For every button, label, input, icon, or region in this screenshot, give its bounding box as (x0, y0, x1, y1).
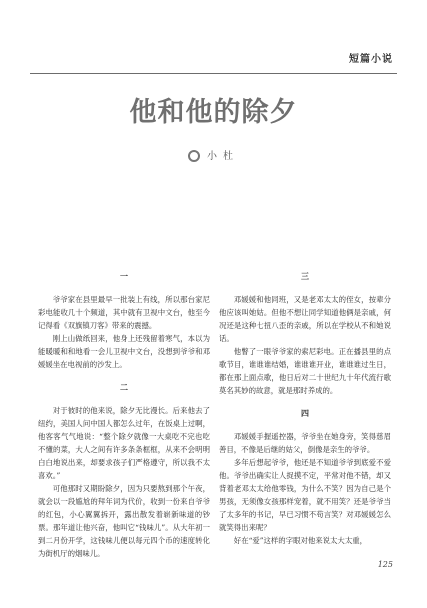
paragraph: 他瞥了一眼爷爷家的索尼彩电。正在播县里的点歌节目，谁谁谁结婚，谁谁谁开业，谁谁谁过生日，都在那上面点歌，他日后对二十世纪九十年代流行歌莫名其妙的故意，就是那时养成的。 (219, 347, 391, 395)
section-tag: 短篇小说 (349, 54, 393, 65)
section-heading: 二 (120, 383, 128, 392)
section-three (219, 270, 391, 397)
left-column (38, 270, 210, 570)
page-number: 125 (377, 560, 393, 569)
paragraph: 刚上山做纸回来，他身上还残留着寒气，本以为能暖暖和和地看一会儿卫视中文台，没想到爷爷和邓媛媛坐在电视前的沙发上。 (38, 334, 210, 369)
section-two (38, 381, 210, 560)
section-heading: 三 (301, 272, 309, 281)
author-name: 小杜 (207, 151, 239, 162)
header-divider (30, 73, 397, 74)
article-title: 他和他的除夕 (129, 97, 298, 128)
author-byline (0, 147, 427, 163)
paragraph: 好在“爱”这样的字眼对他来说太大太重， (233, 536, 367, 545)
right-column (219, 270, 391, 557)
paragraph: 邓媛媛手握遥控器，爷爷坐在她身旁，笑得慈眉善目，不像是后继的姑父，倒像是亲生的爷爷。 (219, 432, 391, 454)
paragraph: 爷爷家在县里最早一批装上有线，所以那台家尼彩电能收几十个频道，其中就有卫视中文台，他至今记得看《双旗镇刀客》带来的震撼。 (38, 295, 210, 330)
paragraph: 多年后想起爷爷，他还是不知道爷爷到底爱不爱他。爷爷出确实让人捉摸不定，平常对他不错，却又背着老邓太太给他零钱，为什么不笑？因为自己是个男孩，无须像女孩那样宠着，就不用笑？还是爷爷当了太多年的书记，早已习惯不苟言笑？对邓媛媛怎么就笑得出来呢？ (219, 458, 391, 532)
section-four (219, 407, 391, 547)
paragraph: 对于彼时的他来说，除夕无比漫长。后来他去了纽约，美国人问中国人都怎么过年，在饭桌上过啊，他客客气气地说：“整个除夕就像一大桌吃不完也吃不懂的菜，大人之间有许多条条框框，从来不会明明白白地说出来，却要求孩子们严格遵守，所以我不太喜欢。” (38, 406, 210, 480)
paragraph: 邓媛媛和他同班，又是老邓太太的侄女，按辈分他应该叫她姑。但他不想让同学知道他俩是亲戚，何况还是这种七扭八歪的亲戚，所以在学校从不和她说话。 (219, 295, 391, 343)
paragraph: 可他那时又期盼除夕，因为只要熬到那个午夜，就会以一段尴尬的拜年词为代价，收到一份来自爷爷的红包，小心翼翼拆开，露出散发着崭新味道的钞票。那年道让他兴奋，他叫它“钱味儿”。从大年初一到二月份开学，这钱味儿便以每元四个币的速度转化为街机厅的烟味儿。 (38, 484, 210, 558)
circle-icon (188, 150, 200, 162)
section-heading: 四 (301, 409, 309, 418)
section-heading: 一 (120, 272, 128, 281)
section-one (38, 270, 210, 371)
